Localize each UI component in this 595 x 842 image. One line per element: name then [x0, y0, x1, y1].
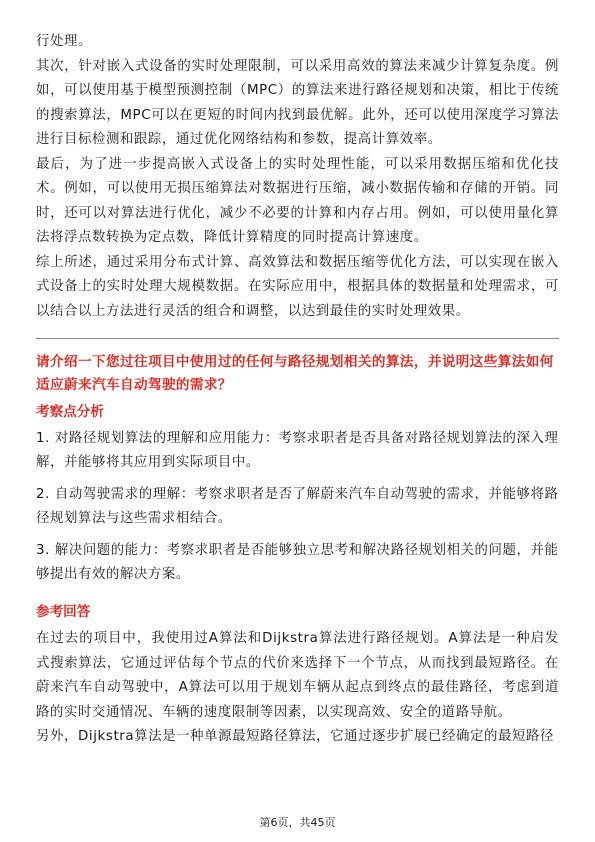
document-page: [36, 30, 559, 750]
analysis-heading: 考察点分析: [36, 404, 104, 420]
answer-paragraph: 另外，Dijkstra算法是一种单源最短路径算法，它通过逐步扩展已经确定的最短路径: [36, 729, 554, 744]
body-paragraph: 行处理。: [36, 34, 92, 49]
page-footer: 第6页，共45页: [259, 816, 336, 829]
interview-question: 请介绍一下您过往项目中使用过的任何与路径规划相关的算法，并说明这些算法如何适应蔚来汽车自动驾驶的需求？: [36, 354, 554, 393]
analysis-item: 3. 解决问题的能力：考察求职者是否能够独立思考和解决路径规划相关的问题，并能够提出有效的解决方案。: [36, 543, 559, 582]
analysis-item: 1. 对路径规划算法的理解和应用能力：考察求职者是否具备对路径规划算法的深入理解，并能够将其应用到实际项目中。: [36, 431, 559, 470]
answer-paragraph: 在过去的项目中，我使用过A算法和Dijkstra算法进行路径规划。A算法是一种启发式搜索算法，它通过评估每个节点的代价来选择下一个节点，从而找到最短路径。在蔚来汽车自动驾驶中，A算法可以用于规划车辆从起点到终点的最佳路径，考虑到道路的实时交通情况、车辆的速度限制等因素，以实现高效、安全的道路导航。: [36, 631, 559, 720]
body-paragraph: 其次，针对嵌入式设备的实时处理限制，可以采用高效的算法来减少计算复杂度。例如，可以使用基于模型预测控制（MPC）的算法来进行路径规划和决策，相比于传统的搜索算法，MPC可以在更短的时间内找到最优解。此外，还可以使用深度学习算法进行目标检测和跟踪，通过优化网络结构和参数，提高计算效率。: [36, 58, 559, 147]
answer-heading: 参考回答: [36, 604, 91, 620]
body-paragraph: 最后，为了进一步提高嵌入式设备上的实时处理性能，可以采用数据压缩和优化技术。例如，可以使用无损压缩算法对数据进行压缩，减小数据传输和存储的开销。同时，还可以对算法进行优化，减少不必要的计算和内存占用。例如，可以使用量化算法将浮点数转换为定点数，降低计算精度的同时提高计算速度。: [36, 156, 559, 245]
body-paragraph: 综上所述，通过采用分布式计算、高效算法和数据压缩等优化方法，可以实现在嵌入式设备上的实时处理大规模数据。在实际应用中，根据具体的数据量和处理需求，可以结合以上方法进行灵活的组合和调整，以达到最佳的实时处理效果。: [36, 254, 559, 319]
section-divider: [36, 338, 559, 339]
analysis-item: 2. 自动驾驶需求的理解：考察求职者是否了解蔚来汽车自动驾驶的需求，并能够将路径规划算法与这些需求相结合。: [36, 487, 559, 526]
